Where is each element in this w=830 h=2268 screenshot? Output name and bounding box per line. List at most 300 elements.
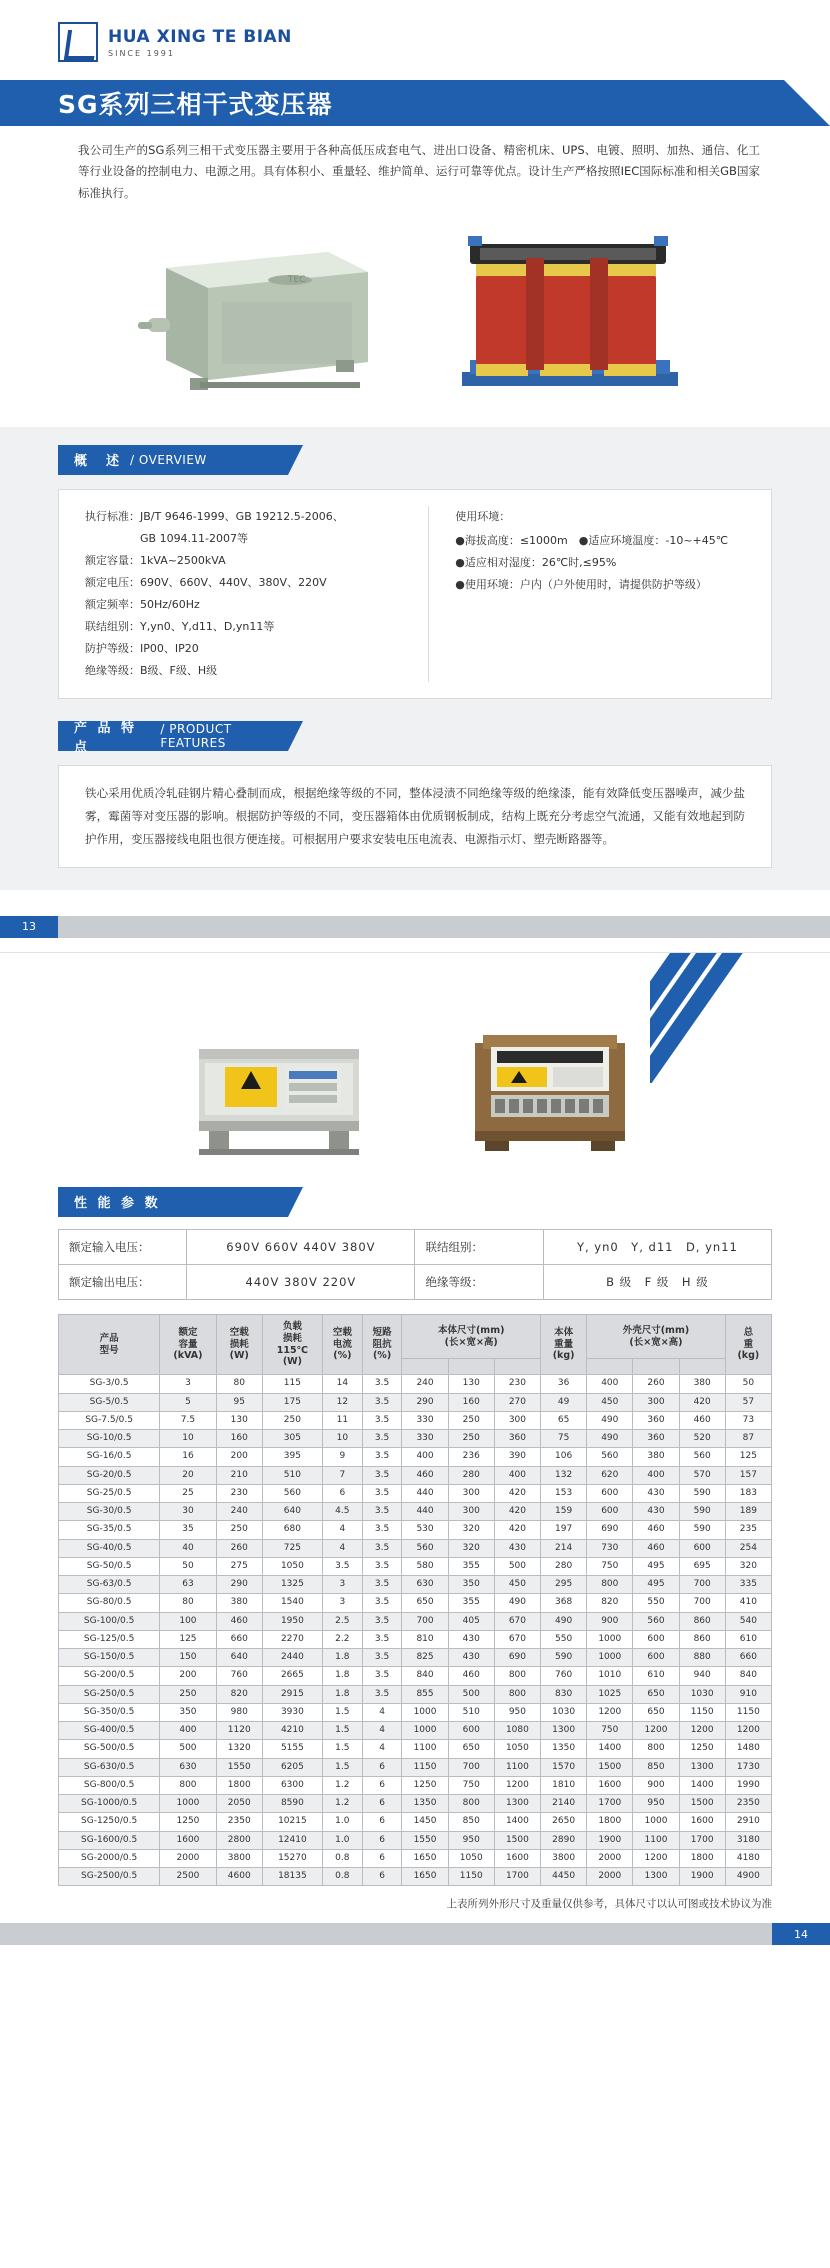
cell-value: 87 [725, 1430, 771, 1448]
environment-item: ●海拔高度：≤1000m ●适应环境温度：-10~+45℃ [455, 533, 729, 547]
cell-value: 600 [587, 1503, 633, 1521]
cell-value: 1200 [725, 1722, 771, 1740]
page-title-band [0, 80, 830, 126]
cell-value: 6 [362, 1849, 402, 1867]
cell-value: 1.8 [322, 1649, 362, 1667]
table-row [59, 1831, 772, 1849]
cell-value: 410 [725, 1594, 771, 1612]
cell-value: 1700 [587, 1795, 633, 1813]
cell-value: 305 [262, 1430, 322, 1448]
cell-value: 3.5 [362, 1539, 402, 1557]
cell-model: SG-250/0.5 [59, 1685, 160, 1703]
cell-value: 850 [448, 1813, 494, 1831]
cell-value: 175 [262, 1393, 322, 1411]
svg-text:TEC: TEC [288, 274, 306, 285]
table-row [59, 1776, 772, 1794]
cell-value: 50 [160, 1557, 216, 1575]
cell-value: 820 [216, 1685, 262, 1703]
cell-value: 420 [494, 1503, 540, 1521]
cell-value: 855 [402, 1685, 448, 1703]
cell-value: 25 [160, 1484, 216, 1502]
cell-value: 1650 [402, 1868, 448, 1886]
cell-value: 6205 [262, 1758, 322, 1776]
cell-value: 460 [679, 1411, 725, 1429]
table-row [59, 1375, 772, 1393]
cell-value: 860 [679, 1612, 725, 1630]
cell-value: 560 [402, 1539, 448, 1557]
cell-value: 4 [362, 1703, 402, 1721]
cell-value: 760 [541, 1667, 587, 1685]
table-row [59, 1466, 772, 1484]
cell-value: 1.5 [322, 1758, 362, 1776]
table-row [59, 1411, 772, 1429]
cell-value: 650 [633, 1703, 679, 1721]
cell-value: 3.5 [362, 1649, 402, 1667]
cell-value: 2000 [587, 1868, 633, 1886]
cell-value: 1.0 [322, 1831, 362, 1849]
cell-value: 900 [633, 1776, 679, 1794]
product-photo-coils [440, 222, 700, 401]
cell-value: 950 [633, 1795, 679, 1813]
cell-value: 49 [541, 1393, 587, 1411]
cell-value: 880 [679, 1649, 725, 1667]
cell-value: 500 [160, 1740, 216, 1758]
cell-value: 7 [322, 1466, 362, 1484]
product-photo-enclosure [130, 222, 400, 401]
cell-value: 40 [160, 1539, 216, 1557]
cell-value: 490 [541, 1612, 587, 1630]
table-row [59, 1448, 772, 1466]
cell-value: 1200 [679, 1722, 725, 1740]
cell-value: 3800 [541, 1849, 587, 1867]
cell-value: 235 [725, 1521, 771, 1539]
cell-value: 405 [448, 1612, 494, 1630]
overview-spec: 防护等级：IP00、IP20 [85, 641, 199, 655]
overview-section [0, 427, 830, 890]
cell-value: 650 [402, 1594, 448, 1612]
cell-value: 540 [725, 1612, 771, 1630]
cell-value: 430 [494, 1539, 540, 1557]
product-photo-terminals [435, 1013, 665, 1167]
cell-value: 1350 [402, 1795, 448, 1813]
cell-value: 760 [216, 1667, 262, 1685]
cell-value: 250 [262, 1411, 322, 1429]
overview-heading-cn: 概 述 [74, 454, 123, 470]
cell-value: 2350 [725, 1795, 771, 1813]
cell-value: 295 [541, 1576, 587, 1594]
cell-value: 95 [216, 1393, 262, 1411]
brand-name: HUA XING TE BIAN [108, 26, 292, 47]
cell-value: 1800 [679, 1849, 725, 1867]
cell-value: 3.5 [362, 1466, 402, 1484]
cell-value: 260 [633, 1375, 679, 1393]
cell-value: 820 [587, 1594, 633, 1612]
cell-value: 2915 [262, 1685, 322, 1703]
cell-value: 1700 [494, 1868, 540, 1886]
cell-value: 380 [633, 1448, 679, 1466]
cell-value: 560 [587, 1448, 633, 1466]
cell-value: 840 [402, 1667, 448, 1685]
cell-value: 240 [216, 1503, 262, 1521]
cell-value: 510 [448, 1703, 494, 1721]
cell-value: 80 [160, 1594, 216, 1612]
cell-value: 3.5 [362, 1375, 402, 1393]
cell-value: 1600 [160, 1831, 216, 1849]
cell-value: 510 [262, 1466, 322, 1484]
cell-value: 490 [587, 1430, 633, 1448]
cell-value: 1030 [679, 1685, 725, 1703]
cell-model: SG-630/0.5 [59, 1758, 160, 1776]
cell-value: 275 [216, 1557, 262, 1575]
cell-value: 3 [160, 1375, 216, 1393]
cell-value: 950 [494, 1703, 540, 1721]
overview-heading-en: / OVERVIEW [130, 452, 207, 467]
cell-value: 1800 [216, 1776, 262, 1794]
cell-value: 460 [633, 1521, 679, 1539]
cell-value: 1300 [494, 1795, 540, 1813]
huaxing-logo-icon [58, 22, 98, 62]
cell-value: 1000 [587, 1630, 633, 1648]
cell-value: 1050 [262, 1557, 322, 1575]
table-row [59, 1813, 772, 1831]
cell-value: 2500 [160, 1868, 216, 1886]
table-row [59, 1393, 772, 1411]
overview-spec: GB 1094.11-2007等 [85, 531, 249, 545]
cell-value: 1400 [587, 1740, 633, 1758]
cell-value: 4450 [541, 1868, 587, 1886]
cell-value: 690 [587, 1521, 633, 1539]
cell-value: 450 [587, 1393, 633, 1411]
cell-value: 65 [541, 1411, 587, 1429]
cell-value: 3.5 [362, 1557, 402, 1575]
cell-value: 250 [160, 1685, 216, 1703]
product-photo-with-cover [165, 1013, 395, 1167]
table-note: 上表所列外形尺寸及重量仅供参考，具体尺寸以认可图或技术协议为准 [446, 1898, 772, 1911]
cell-value: 1300 [633, 1868, 679, 1886]
cell-value: 4210 [262, 1722, 322, 1740]
cell-value: 6 [362, 1776, 402, 1794]
overview-heading [58, 445, 288, 475]
cell-value: 5155 [262, 1740, 322, 1758]
cell-value: 3.5 [362, 1521, 402, 1539]
cell-value: 0.8 [322, 1868, 362, 1886]
cell-value: 700 [679, 1594, 725, 1612]
cell-value: 400 [160, 1722, 216, 1740]
cell-value: 10 [160, 1430, 216, 1448]
cell-value: 330 [402, 1430, 448, 1448]
cell-value: 1030 [541, 1703, 587, 1721]
cell-value: 420 [679, 1393, 725, 1411]
page-number-13: 13 [0, 916, 58, 938]
table-row [59, 1576, 772, 1594]
cell-value: 130 [448, 1375, 494, 1393]
table-row [59, 1612, 772, 1630]
page-2-footer [0, 1923, 830, 1945]
cell-value: 3.5 [362, 1612, 402, 1630]
cell-value: 1350 [541, 1740, 587, 1758]
transformer-cover-illustration [165, 1013, 395, 1163]
cell-value: 1900 [679, 1868, 725, 1886]
cell-value: 1050 [448, 1849, 494, 1867]
cell-model: SG-1250/0.5 [59, 1813, 160, 1831]
table-row [59, 1703, 772, 1721]
cell-value: 680 [262, 1521, 322, 1539]
col-body-size: 本体尺寸(mm) (长×宽×高) [402, 1314, 541, 1359]
cell-value: 200 [160, 1667, 216, 1685]
cell-value: 620 [587, 1466, 633, 1484]
cell-model: SG-50/0.5 [59, 1557, 160, 1575]
cell-value: 197 [541, 1521, 587, 1539]
cell-value: 1000 [633, 1813, 679, 1831]
col-body-l [402, 1359, 448, 1375]
cell-value: 330 [402, 1411, 448, 1429]
cell-value: 360 [633, 1411, 679, 1429]
cell-model: SG-25/0.5 [59, 1484, 160, 1502]
cell-value: 2.5 [322, 1612, 362, 1630]
cell-value: 1200 [633, 1722, 679, 1740]
table-row [59, 1264, 772, 1299]
cell-value: 1250 [679, 1740, 725, 1758]
cell-model: SG-16/0.5 [59, 1448, 160, 1466]
overview-specs-list [59, 506, 429, 682]
footer-bar [0, 1923, 772, 1945]
footer-bar [58, 916, 830, 938]
cell-value: 1900 [587, 1831, 633, 1849]
cell-model: SG-2000/0.5 [59, 1849, 160, 1867]
cell-value: 10 [322, 1430, 362, 1448]
cell-value: 940 [679, 1667, 725, 1685]
cell-value: 50 [725, 1375, 771, 1393]
cell-model: SG-80/0.5 [59, 1594, 160, 1612]
cell-value: 5 [160, 1393, 216, 1411]
specification-table-wrapper [58, 1314, 772, 1887]
cell-value: 1600 [587, 1776, 633, 1794]
table-row [59, 1430, 772, 1448]
cell-value: 1550 [402, 1831, 448, 1849]
cell-value: 1700 [679, 1831, 725, 1849]
overview-spec: 额定容量：1kVA~2500kVA [85, 553, 226, 567]
cell-value: 3.5 [362, 1503, 402, 1521]
cell-value: 420 [494, 1484, 540, 1502]
cell-value: 600 [587, 1484, 633, 1502]
cell-value: 670 [494, 1630, 540, 1648]
decorative-stripes [650, 953, 820, 1083]
cell-value: 840 [725, 1667, 771, 1685]
cell-value: 210 [216, 1466, 262, 1484]
overview-spec: 联结组别：Y,yn0、Y,d11、D,yn11等 [85, 619, 275, 633]
table-row [59, 1868, 772, 1886]
cell-value: 1100 [402, 1740, 448, 1758]
cell-value: 3.5 [362, 1594, 402, 1612]
cell-value: 368 [541, 1594, 587, 1612]
cell-value: 690 [494, 1649, 540, 1667]
cell-value: 3.5 [362, 1411, 402, 1429]
cell-value: 35 [160, 1521, 216, 1539]
cell-value: 1400 [679, 1776, 725, 1794]
cell-value: 530 [402, 1521, 448, 1539]
table-row [59, 1685, 772, 1703]
cell-value: 157 [725, 1466, 771, 1484]
environment-title: 使用环境： [455, 509, 511, 523]
cell-value: 3800 [216, 1849, 262, 1867]
table-row [59, 1667, 772, 1685]
features-heading [58, 720, 288, 755]
cell-value: 6 [362, 1813, 402, 1831]
cell-value: 570 [679, 1466, 725, 1484]
cell-value: 2650 [541, 1813, 587, 1831]
page-separator [0, 938, 830, 952]
col-shell-h [679, 1359, 725, 1375]
cell-model: SG-20/0.5 [59, 1466, 160, 1484]
cell-value: 3 [322, 1576, 362, 1594]
cell-value: 1800 [587, 1813, 633, 1831]
cell-value: 240 [402, 1375, 448, 1393]
cell-value: 1.2 [322, 1795, 362, 1813]
cell-value: 700 [402, 1612, 448, 1630]
table-row [59, 1229, 772, 1264]
cell-value: 2.2 [322, 1630, 362, 1648]
col-model: 产品 型号 [59, 1314, 160, 1375]
cell-value: 1.5 [322, 1703, 362, 1721]
cell-value: 1000 [587, 1649, 633, 1667]
cell-value: 100 [160, 1612, 216, 1630]
cell-value: 640 [262, 1503, 322, 1521]
cell-value: 3930 [262, 1703, 322, 1721]
cell-value: 2665 [262, 1667, 322, 1685]
cell-value: 2890 [541, 1831, 587, 1849]
performance-heading [58, 1187, 288, 1217]
cell-value: 1500 [587, 1758, 633, 1776]
cell-value: 610 [633, 1667, 679, 1685]
cell-value: 1650 [402, 1849, 448, 1867]
col-shell-l [587, 1359, 633, 1375]
col-shell-w [633, 1359, 679, 1375]
cell-model: SG-350/0.5 [59, 1703, 160, 1721]
cell-value: 6 [322, 1484, 362, 1502]
cell-value: 250 [448, 1430, 494, 1448]
table-row [59, 1521, 772, 1539]
cell-value: 200 [216, 1448, 262, 1466]
cell-value: 360 [633, 1430, 679, 1448]
cell-value: 16 [160, 1448, 216, 1466]
cell-value: 4 [362, 1722, 402, 1740]
cell-value: 280 [448, 1466, 494, 1484]
cell-value: 660 [725, 1649, 771, 1667]
cell-value: 610 [725, 1630, 771, 1648]
cell-value: 1200 [633, 1849, 679, 1867]
cell-value: 250 [216, 1521, 262, 1539]
cell-value: 1000 [160, 1795, 216, 1813]
cell-value: 4900 [725, 1868, 771, 1886]
table-row [59, 1594, 772, 1612]
cell-value: 3180 [725, 1831, 771, 1849]
cell-value: 290 [216, 1576, 262, 1594]
cell-value: 125 [160, 1630, 216, 1648]
cell-value: 1.2 [322, 1776, 362, 1794]
cell-value: 400 [587, 1375, 633, 1393]
table-row [59, 1557, 772, 1575]
cell-model: SG-800/0.5 [59, 1776, 160, 1794]
table-body [59, 1375, 772, 1886]
cell-model: SG-35/0.5 [59, 1521, 160, 1539]
cell-value: 660 [216, 1630, 262, 1648]
cell-model: SG-200/0.5 [59, 1667, 160, 1685]
cell-value: 3.5 [322, 1557, 362, 1575]
cell-value: 600 [633, 1649, 679, 1667]
input-voltage-label: 额定输入电压： [59, 1229, 187, 1264]
cell-value: 236 [448, 1448, 494, 1466]
cell-value: 495 [633, 1557, 679, 1575]
cell-value: 7.5 [160, 1411, 216, 1429]
cell-value: 3.5 [362, 1393, 402, 1411]
col-no-load-current: 空载 电流 (%) [322, 1314, 362, 1375]
table-row [59, 1649, 772, 1667]
cell-value: 630 [160, 1758, 216, 1776]
cell-value: 4600 [216, 1868, 262, 1886]
cell-value: 490 [494, 1594, 540, 1612]
cell-value: 750 [587, 1722, 633, 1740]
cell-value: 11 [322, 1411, 362, 1429]
cell-value: 130 [216, 1411, 262, 1429]
cell-value: 1.8 [322, 1685, 362, 1703]
cell-value: 230 [216, 1484, 262, 1502]
cell-model: SG-500/0.5 [59, 1740, 160, 1758]
cell-value: 1600 [494, 1849, 540, 1867]
cell-model: SG-30/0.5 [59, 1503, 160, 1521]
cell-value: 390 [494, 1448, 540, 1466]
cell-value: 6 [362, 1868, 402, 1886]
connection-group-value: Y, yn0 Y, d11 D, yn11 [543, 1229, 771, 1264]
environment-item: ●适应相对湿度：26℃时,≤95% [455, 555, 617, 569]
product-photo-row [0, 212, 830, 427]
cell-value: 1050 [494, 1740, 540, 1758]
cell-value: 335 [725, 1576, 771, 1594]
overview-spec: 额定电压：690V、660V、440V、380V、220V [85, 575, 327, 589]
col-short-circuit: 短路 阻抗 (%) [362, 1314, 402, 1375]
cell-model: SG-400/0.5 [59, 1722, 160, 1740]
cell-value: 75 [541, 1430, 587, 1448]
cell-value: 9 [322, 1448, 362, 1466]
cell-value: 695 [679, 1557, 725, 1575]
cell-value: 1550 [216, 1758, 262, 1776]
cell-value: 900 [587, 1612, 633, 1630]
brand-since: SINCE 1991 [108, 48, 175, 58]
cell-value: 1010 [587, 1667, 633, 1685]
cell-value: 1200 [587, 1703, 633, 1721]
cell-value: 640 [216, 1649, 262, 1667]
cell-value: 600 [679, 1539, 725, 1557]
cell-value: 460 [633, 1539, 679, 1557]
cell-value: 600 [633, 1630, 679, 1648]
environment-item: ●使用环境：户内（户外使用时，请提供防护等级） [455, 577, 707, 591]
cell-value: 360 [494, 1430, 540, 1448]
cell-value: 260 [216, 1539, 262, 1557]
page-1-footer [0, 916, 830, 938]
cell-value: 2800 [216, 1831, 262, 1849]
transformer-coils-illustration [440, 222, 700, 397]
cell-model: SG-3/0.5 [59, 1375, 160, 1393]
cell-value: 132 [541, 1466, 587, 1484]
cell-value: 320 [725, 1557, 771, 1575]
features-text: 铁心采用优质冷轧硅钢片精心叠制而成，根据绝缘等级的不同，整体浸渍不同绝缘等级的绝缘漆，能有效降低变压器噪声，减少盐雾，霉菌等对变压器的影响。根据防护等级的不同，变压器箱体由优质钢板制成，结构上既充分考虑空气流通，又能有效地起到防护作用，变压器接线电阻也很方便连接。可根据用户要求安装电压电流表、电源指示灯、塑壳断路器等。 [58, 765, 772, 868]
cell-model: SG-5/0.5 [59, 1393, 160, 1411]
brand-header [0, 0, 830, 76]
cell-value: 1730 [725, 1758, 771, 1776]
cell-value: 1990 [725, 1776, 771, 1794]
cell-value: 670 [494, 1612, 540, 1630]
page-1 [0, 0, 830, 938]
cell-value: 12 [322, 1393, 362, 1411]
